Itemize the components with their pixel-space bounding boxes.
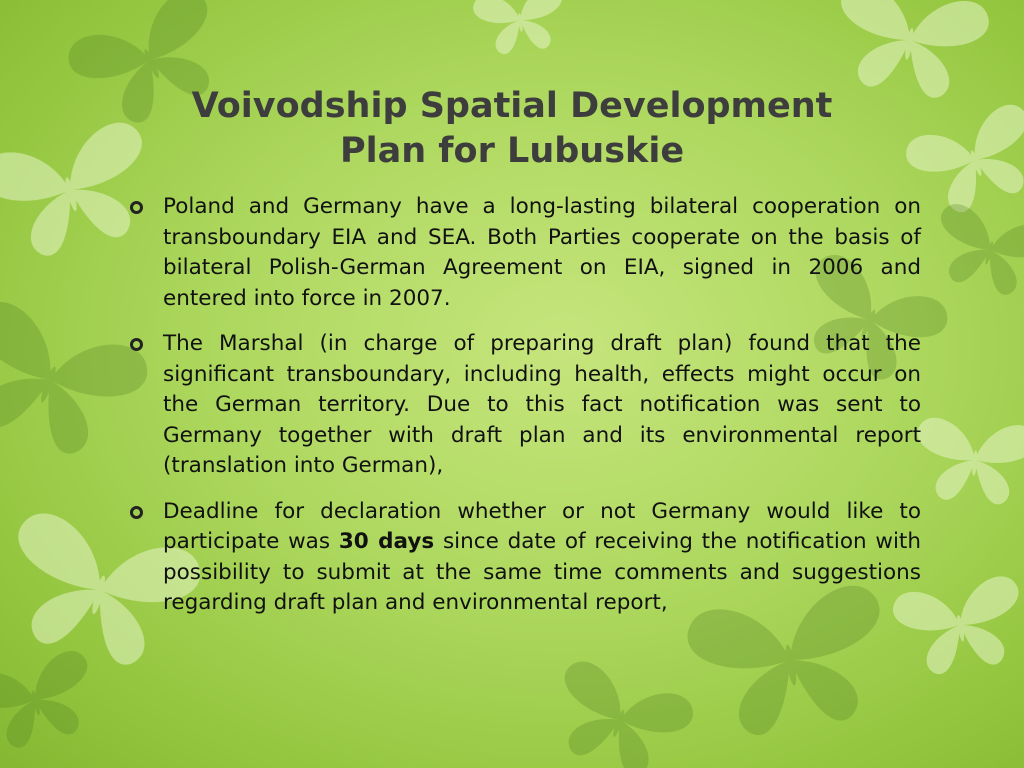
bullet-text-3-after: since date of receiving the notification with possibility to submit at the same time comments and suggestions regarding draft plan and environmental report,: [163, 529, 921, 615]
butterfly-icon: [541, 656, 699, 768]
bullet-item-1: [127, 192, 921, 314]
deadline-days: 30 days: [338, 529, 435, 554]
hollow-circle-bullet-icon: [129, 337, 144, 352]
bullet-text-3: [163, 497, 921, 619]
hollow-circle-bullet-icon: [129, 505, 144, 520]
butterfly-icon: [0, 647, 104, 756]
bullet-item-2: [127, 329, 921, 482]
slide-title: [120, 84, 904, 174]
hollow-circle-bullet-icon: [129, 200, 144, 215]
bullet-text-1: Poland and Germany have a long-lasting bilateral cooperation on transboundary EIA and SEA. Both Parties cooperate on the basis of bilateral Polish-German Agreement on EIA, signed in 2006 and entered into force in 2007.: [163, 194, 921, 311]
bullet-text-2: The Marshal (in charge of preparing draft plan) found that the significant transboundary, including health, effects might occur on the German territory. Due to this fact notification was sent to Germany together with draft plan and its environmental report (translation into German),: [163, 331, 921, 478]
title-line-2: Plan for Lubuskie: [339, 131, 685, 171]
butterfly-icon: [472, 0, 569, 58]
bullet-list: [127, 192, 921, 634]
bullet-item-3: [127, 497, 921, 619]
bullet-text-3-before: Deadline for declaration whether or not Germany would like to participate was: [163, 498, 921, 554]
title-line-1: Voivodship Spatial Development: [191, 86, 833, 126]
butterfly-icon: [926, 200, 1024, 302]
butterfly-icon: [912, 416, 1024, 507]
